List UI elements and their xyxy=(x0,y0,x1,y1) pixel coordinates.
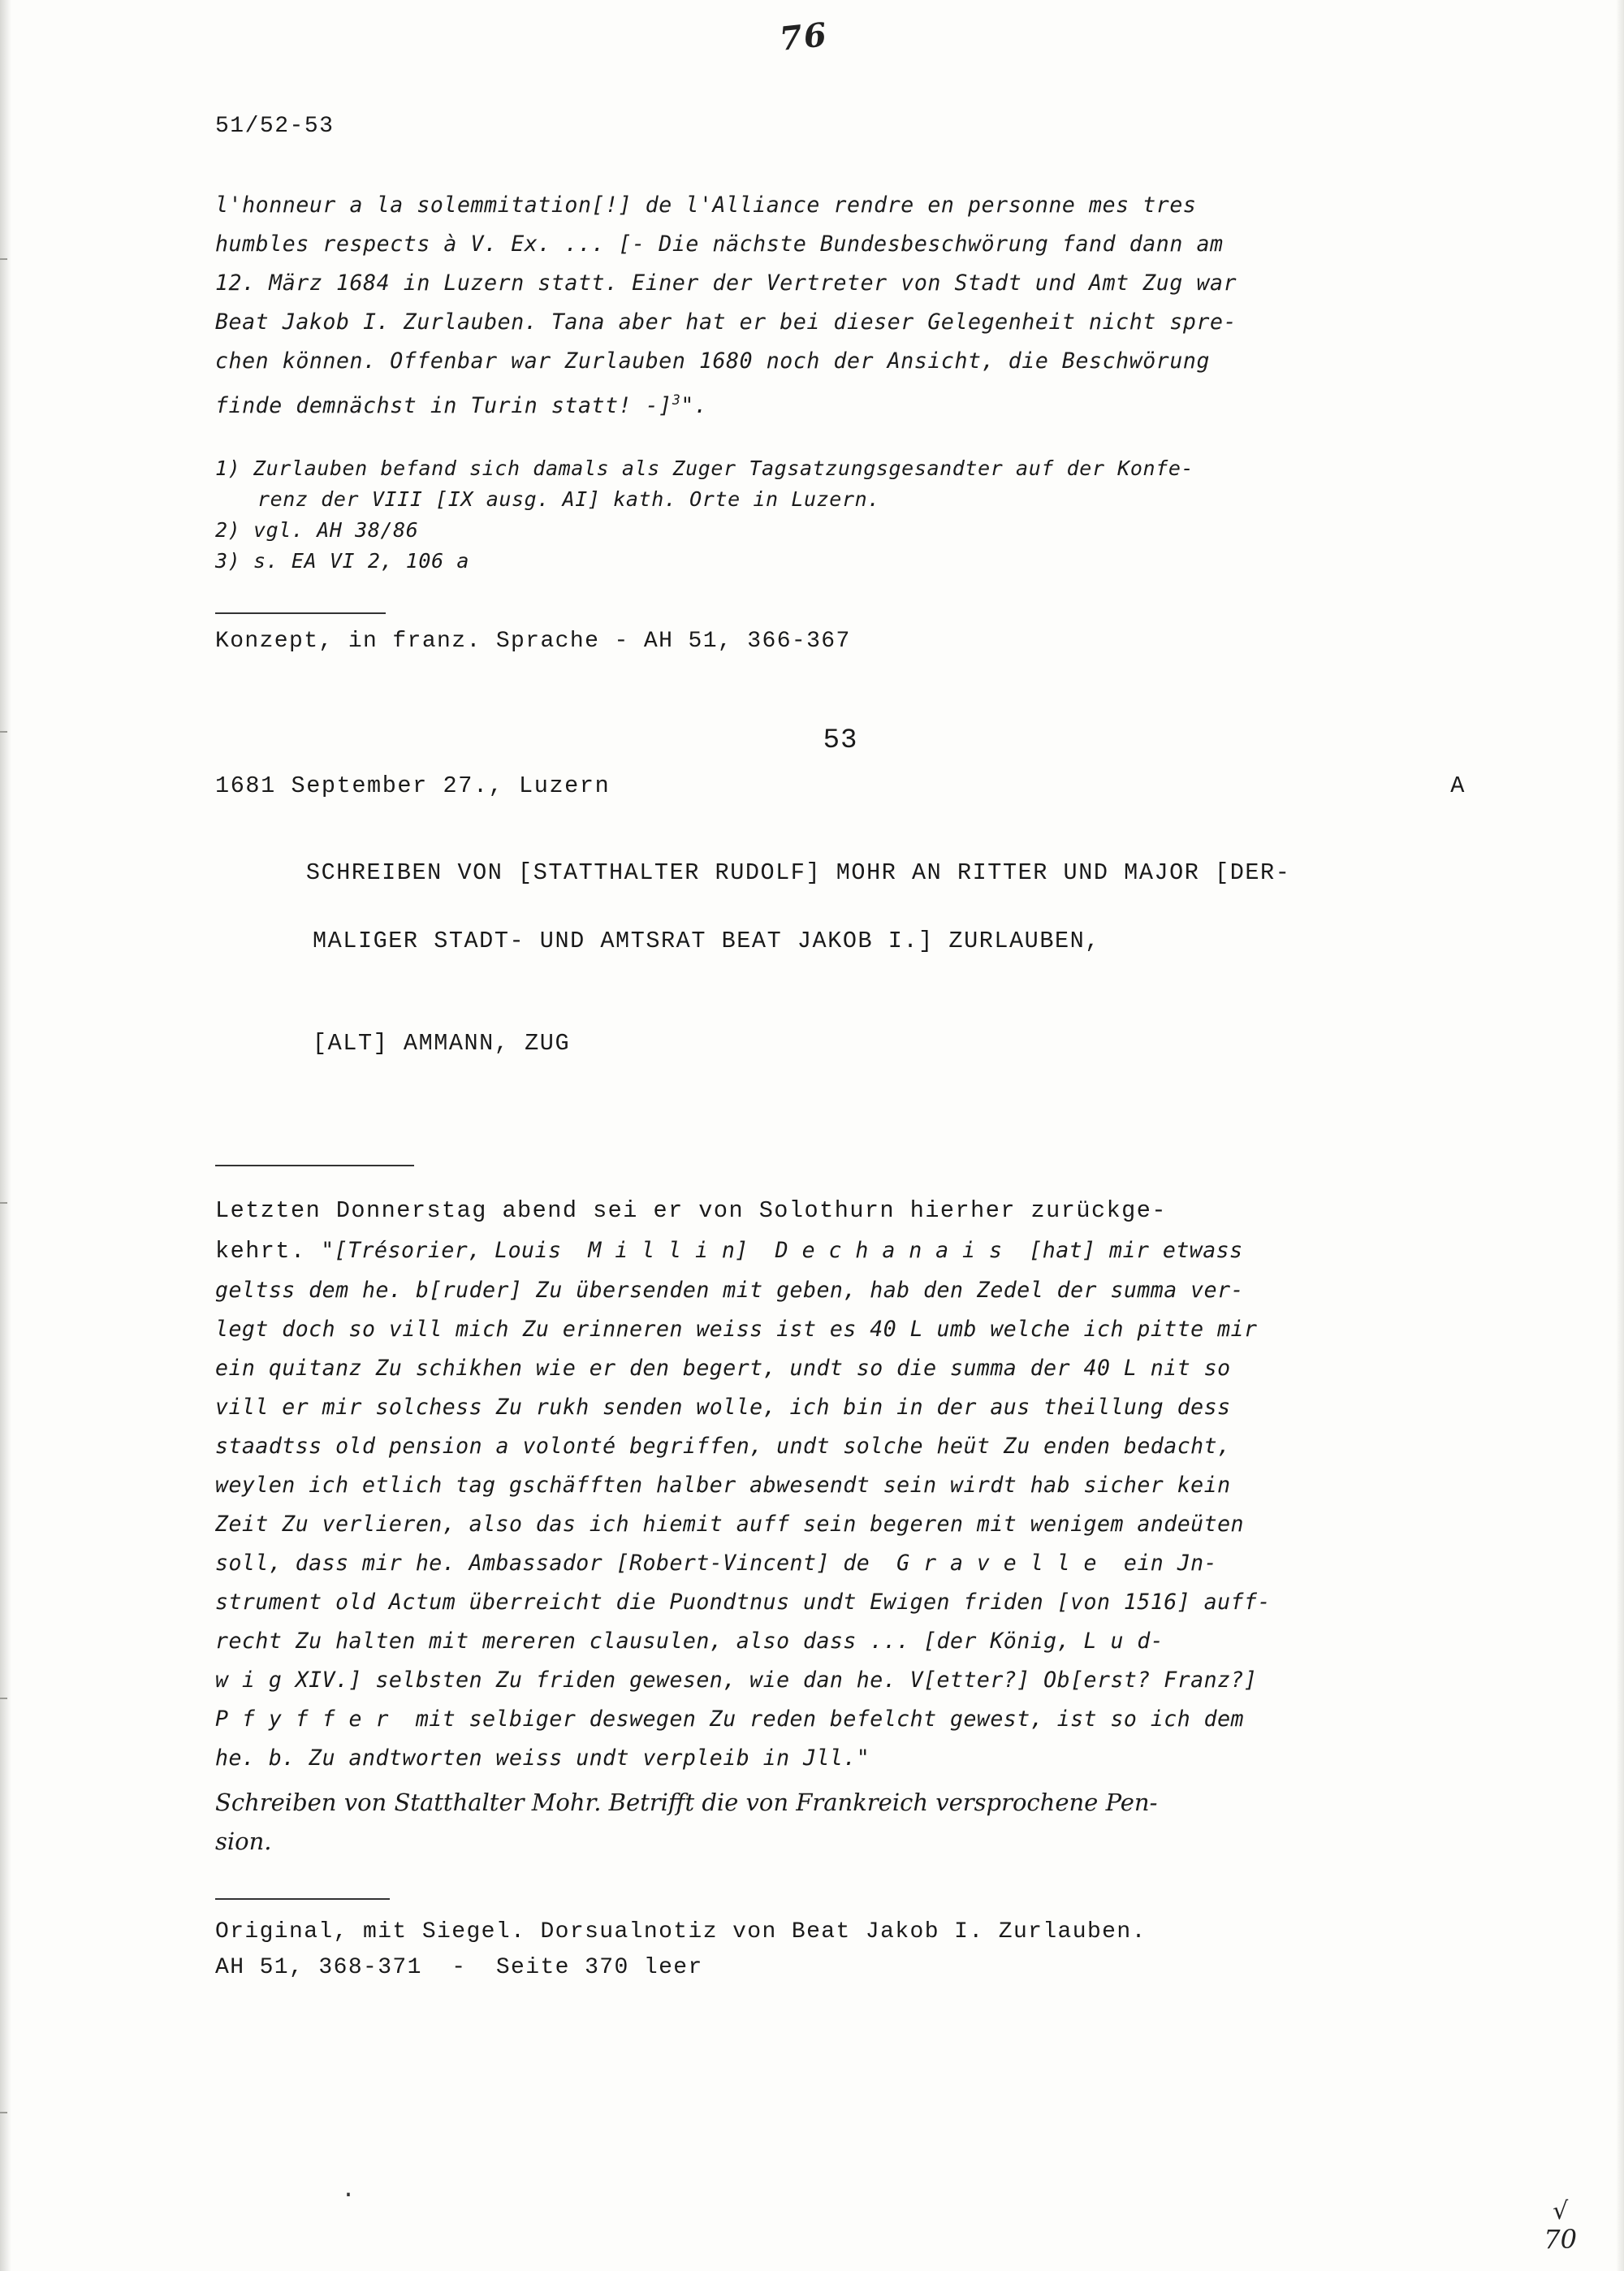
footnote-text: s. EA VI 2, 106 a xyxy=(240,548,470,573)
footnote-number: 2) xyxy=(215,517,241,542)
source-note-top: Konzept, in franz. Sprache - AH 51, 366-367 xyxy=(215,628,851,654)
archive-footer-line2: AH 51, 368-371 - Seite 370 leer xyxy=(215,1954,703,1980)
body-intro xyxy=(215,1191,1466,1231)
check-mark: √ xyxy=(1553,2197,1569,2226)
scan-tick xyxy=(0,1202,7,1204)
scan-edge-left xyxy=(0,0,11,2271)
quote-line-first xyxy=(215,1231,1466,1271)
document-number: 53 xyxy=(823,725,858,756)
footnote-marker-3: 3 xyxy=(672,392,681,408)
footnote-continuation: renz der VIII [IX ausg. AI] kath. Orte in Luzern. xyxy=(257,487,880,511)
footnote-number: 3) xyxy=(215,548,241,573)
transcript-line-with-footnote xyxy=(215,381,1466,426)
quote-line: staadtss old pension a volonté begriffen, undt solche heüt Zu enden bedacht, xyxy=(215,1433,1231,1459)
document-date-place: 1681 September 27., Luzern xyxy=(215,772,611,799)
quote-line: legt doch so vill mich Zu erinneren weiss ist es 40 L umb welche ich pitte mir xyxy=(215,1316,1258,1342)
document-title-line1: SCHREIBEN VON [STATTHALTER RUDOLF] MOHR AN RITTER UND MAJOR [DER- xyxy=(305,859,1291,886)
quote-line: ein quitanz Zu schikhen wie er den begert, undt so die summa der 40 L nit so xyxy=(215,1355,1231,1381)
folio-number: 76 xyxy=(777,15,830,58)
document-title-line3: [ALT] AMMANN, ZUG xyxy=(313,1029,571,1057)
footnote-text: Zurlauben befand sich damals als Zuger Tagsatzungsgesandter auf der Konfe- xyxy=(240,456,1194,480)
footnote-text: vgl. AH 38/86 xyxy=(240,517,419,542)
quote-line: P f y f f e r mit selbiger deswegen Zu reden befelcht gewest, ist so ich dem xyxy=(215,1706,1244,1732)
document-content xyxy=(215,114,1466,1986)
quote-line-text: "[Trésorier, Louis M i l l i n] D e c h a n a i s [hat] mir etwass xyxy=(321,1237,1243,1263)
scan-tick xyxy=(0,731,7,733)
footnote-item xyxy=(215,546,1466,577)
transcript-line: Beat Jakob I. Zurlauben. Tana aber hat er bei dieser Gelegenheit nicht spre- xyxy=(215,309,1237,335)
scan-edge-right xyxy=(1616,0,1624,2271)
quote-line: soll, dass mir he. Ambassador [Robert-Vincent] de G r a v e l l e ein Jn- xyxy=(215,1550,1218,1576)
footnote-number: 1) xyxy=(215,456,241,480)
quote-line: recht Zu halten mit mereren clausulen, also dass ... [der König, L u d- xyxy=(215,1628,1164,1654)
corner-page-number: 70 xyxy=(1544,2224,1577,2255)
transcript-top xyxy=(215,186,1466,426)
scan-tick xyxy=(0,258,7,260)
quote-line: strument old Actum überreicht die Puondtnus undt Ewigen friden [von 1516] auff- xyxy=(215,1589,1271,1615)
quote-line: vill er mir solchess Zu rukh senden wolle, ich bin in der aus theillung dess xyxy=(215,1394,1231,1420)
dorsal-note-line1: Schreiben von Statthalter Mohr. Betrifft die von Frankreich versprochene Pen- xyxy=(215,1788,1158,1816)
footnote-item xyxy=(215,515,1466,546)
quote-lead-regular: kehrt. xyxy=(215,1237,322,1265)
document-head-row xyxy=(215,772,1466,799)
dorsal-note xyxy=(215,1783,1466,1861)
transcript-line: chen können. Offenbar war Zurlauben 1680 noch der Ansicht, die Beschwörung xyxy=(215,348,1211,374)
footnote-item xyxy=(215,453,1466,484)
transcript-line: 12. März 1684 in Luzern statt. Einer der Vertreter von Stadt und Amt Zug war xyxy=(215,270,1237,296)
quote-line: Zeit Zu verlieren, also das ich hiemit auff sein begeren mit wenigem andeüten xyxy=(215,1511,1244,1537)
document-title-line2: MALIGER STADT- UND AMTSRAT BEAT JAKOB I.] ZURLAUBEN, xyxy=(313,927,1100,954)
transcript-line: humbles respects à V. Ex. ... [- Die nächste Bundesbeschwörung fand dann am xyxy=(215,231,1224,257)
divider-rule-top xyxy=(215,612,386,614)
scan-tick xyxy=(0,2112,7,2113)
scan-tick xyxy=(0,1698,7,1699)
archive-footer xyxy=(215,1914,1466,1986)
quote-line: w i g XIV.] selbsten Zu friden gewesen, wie dan he. V[etter?] Ob[erst? Franz?] xyxy=(215,1667,1258,1693)
transcript-line-text: finde demnächst in Turin statt! -] xyxy=(215,392,672,418)
dot-mark: . xyxy=(341,2177,356,2204)
footnote-list xyxy=(215,453,1466,577)
divider-rule-bottom xyxy=(215,1898,390,1900)
divider-rule-title xyxy=(215,1165,414,1166)
body-intro-line1: Letzten Donnerstag abend sei er von Solothurn hierher zurückge- xyxy=(215,1196,1167,1224)
reference-line: 51/52-53 xyxy=(215,114,335,139)
archive-footer-line1: Original, mit Siegel. Dorsualnotiz von Beat Jakob I. Zurlauben. xyxy=(215,1918,1147,1944)
document-right-marker: A xyxy=(1450,772,1466,799)
transcript-line-tail: ". xyxy=(680,392,708,418)
quote-line: weylen ich etlich tag gschäfften halber abwesendt sein wirdt hab sicher kein xyxy=(215,1472,1231,1498)
document-title xyxy=(215,822,1466,1129)
transcript-line: l'honneur a la solemmitation[!] de l'Alliance rendre en personne mes tres xyxy=(215,192,1197,218)
dorsal-note-line2: sion. xyxy=(215,1827,272,1855)
quote-line: geltss dem he. b[ruder] Zu übersenden mit geben, hab den Zedel der summa ver- xyxy=(215,1277,1244,1303)
corner-mark xyxy=(1544,2198,1577,2253)
body-quote xyxy=(215,1231,1466,1778)
quote-line: he. b. Zu andtworten weiss undt verpleib in Jll." xyxy=(215,1745,870,1771)
